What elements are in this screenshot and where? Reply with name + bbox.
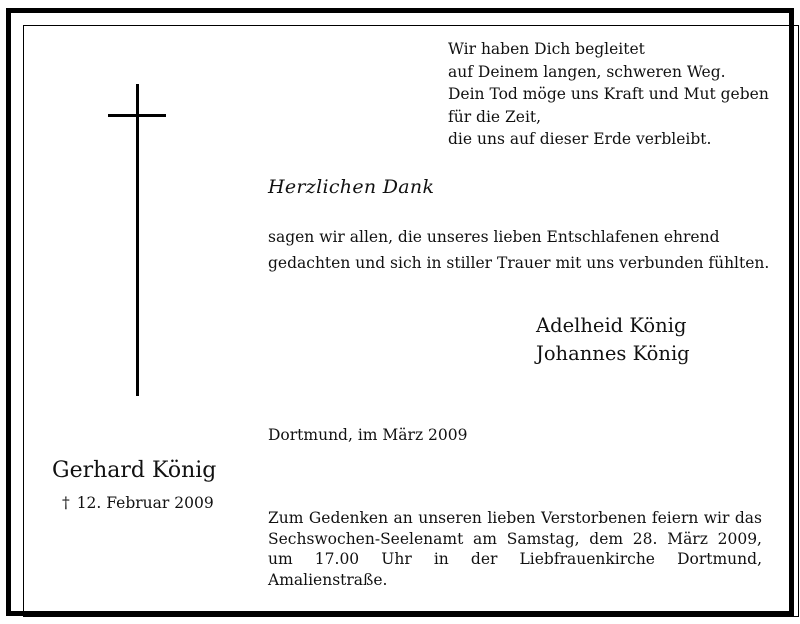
poem-line: Dein Tod möge uns Kraft und Mut geben [448,85,769,103]
signer-name: Adelheid König [536,314,687,337]
thanks-line: gedachten und sich in stiller Trauer mit uns verbunden fühlten. [268,254,770,272]
poem-line: die uns auf dieser Erde verbleibt. [448,130,712,148]
death-date-line [62,494,214,512]
thanks-text [268,224,768,276]
cross-vertical-bar [136,84,139,396]
poem-line: auf Deinem langen, schweren Weg. [448,62,726,81]
deceased-name: Gerhard König [52,458,217,483]
thanks-line: sagen wir allen, die unseres lieben Entschlafenen ehrend [268,228,720,246]
signers [536,312,690,368]
poem-line: für die Zeit, [448,107,542,126]
dagger-symbol: † [62,494,70,512]
place-date: Dortmund, im März 2009 [268,426,468,444]
thanks-heading: Herzlichen Dank [268,176,435,198]
cross-horizontal-bar [108,114,166,117]
memorial-poem [448,38,778,151]
signer-name: Johannes König [536,342,690,365]
memorial-service-notice: Zum Gedenken an unseren lieben Verstorbenen feiern wir das Sechswochen-Seelenamt am Samstag, dem 28. März 2009, um 17.00 Uhr in der Liebfrauenkirche Dortmund, Amalienstraße. [268,509,762,589]
death-date: 12. Februar 2009 [76,494,214,512]
poem-line: Wir haben Dich begleitet [448,40,645,58]
